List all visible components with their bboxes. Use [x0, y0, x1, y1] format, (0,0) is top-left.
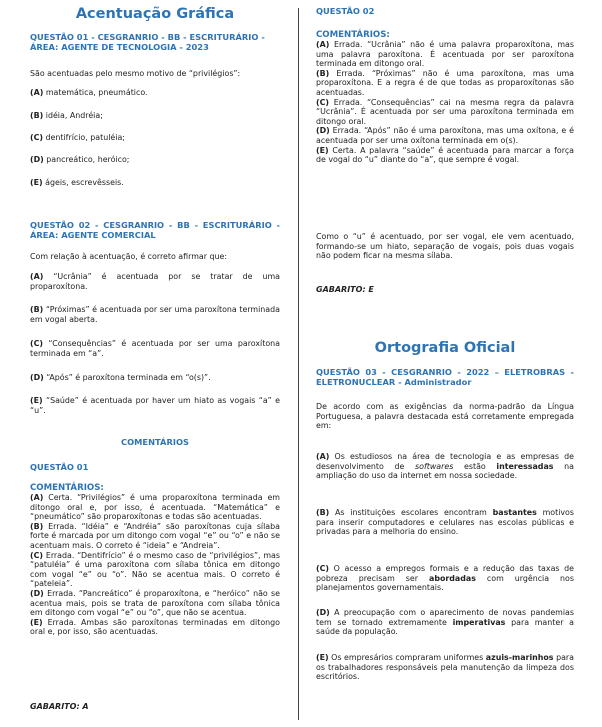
- section-title-ortografia: Ortografia Oficial: [374, 340, 516, 356]
- gabarito-01: GABARITO: A: [30, 702, 89, 711]
- comment-02-item-c: (C) Errada. “Consequências” cai na mesma regra da palavra “Ucrânia”. É acentuada por ser uma paroxítona terminada em ditongo oral.: [316, 97, 574, 126]
- comment-02-item-d: (D) Errada. “Após” não é uma paroxítona, mas uma oxítona, e é acentuada por ser uma oxítona terminada em o(s).: [316, 126, 574, 145]
- comment-02-subheader: COMENTÁRIOS:: [316, 30, 390, 40]
- comment-02-body: [316, 30, 574, 165]
- gabarito-02: GABARITO: E: [316, 285, 374, 294]
- question-01-option-a: (A) matemática, pneumático.: [30, 88, 148, 97]
- question-02-option-b: (B) “Próximas” é acentuada por ser uma paroxítona terminada em vogal aberta.: [30, 305, 280, 324]
- question-03-option-e: (E) Os empresários compraram uniformes azuis-marinhos para os trabalhadores responsáveis pela manutenção da limpeza dos escritórios.: [316, 653, 574, 682]
- question-01-option-c: (C) dentifrício, patuléia;: [30, 133, 125, 142]
- comment-02-item-a: (A) Errada. “Ucrânia” não é uma palavra proparoxítona, mas uma palavra paroxítona. É acentuada por ser paroxítona terminada em ditongo oral.: [316, 40, 574, 69]
- question-03-option-d: (D) A preocupação com o aparecimento de novas pandemias tem se tornado extremamente imperativas para manter a saúde da população.: [316, 608, 575, 637]
- question-03-option-c: (C) O acesso a empregos formais e a redução das taxas de pobreza precisam ser abordadas com urgência nos planejamentos governamentais.: [316, 564, 575, 593]
- comment-01-item-a: (A) Certa. “Privilégios” é uma proparoxítona terminada em ditongo oral e, por isso, é acentuada. “Matemática” e “pneumático” são proparoxítonas e todas são acentuadas.: [30, 493, 280, 522]
- question-01-header: QUESTÃO 01 - CESGRANRIO - BB - ESCRITURÁRIO - ÁREA: AGENTE DE TECNOLOGIA - 2023: [30, 32, 265, 52]
- question-02-option-e: (E) “Saúde” é acentuada por haver um hiato as vogais “a” e “u”.: [30, 396, 280, 415]
- question-01-option-b: (B) idéia, Andréia;: [30, 111, 103, 120]
- question-02-header: QUESTÃO 02 - CESGRANRIO - BB - ESCRITURÁRIO - ÁREA: AGENTE COMERCIAL: [30, 220, 280, 240]
- question-03-option-b: (B) As instituições escolares encontram bastantes motivos para inserir computadores e celulares nas escolas públicas e privadas para a melhoria do ensino.: [316, 508, 574, 537]
- comment-02-item-b: (B) Errada. “Próximas” não é uma paroxítona, mas uma proparoxítona. E a regra é de que todas as proparoxítonas são acentuadas.: [316, 68, 574, 97]
- comment-01-subheader: COMENTÁRIOS:: [30, 483, 104, 493]
- comment-01-header: QUESTÃO 01: [30, 462, 89, 472]
- question-02-option-c: (C) “Consequências” é acentuada por ser uma paroxítona terminada em “a”.: [30, 339, 280, 358]
- column-divider: [298, 8, 299, 720]
- comment-01-item-b: (B) Errada. “Idéia” e “Andréia” são paroxítonas cuja sílaba forte é marcada por um ditongo com vogal “e” ou “o” e não se acentuam mais. O correto é “ideia” e “Andreia”.: [30, 521, 280, 550]
- section-title-acentuacao: Acentuação Gráfica: [75, 6, 235, 22]
- comment-01-item-d: (D) Errada. “Pancreático” é proparoxítona, e “heróico” não se acentua mais, pois se trata de paroxítona com sílaba tônica em ditongo com vogal “e” ou “o”, que não se acentua.: [30, 588, 281, 618]
- question-01-stem: São acentuadas pelo mesmo motivo de “privilégios”:: [30, 69, 241, 78]
- comment-01-body: [30, 483, 280, 637]
- comment-02-header: QUESTÃO 02: [316, 6, 375, 16]
- comment-01-item-c: (C) Errada. “Dentifrício” é o mesmo caso de “privilégios”, mas “patuléia” é uma paroxítona com sílaba tônica em ditongo com vogal “e” ou “o”. Não se acentua mais. O correto é “pateleia”.: [30, 550, 280, 589]
- question-03-header: QUESTÃO 03 - CESGRANRIO - 2022 – ELETROBRAS - ELETRONUCLEAR - Administrador: [316, 367, 574, 387]
- comment-01-item-e: (E) Errada. Ambas são paroxítonas terminadas em ditongo oral e, por isso, são acentuadas.: [30, 617, 280, 637]
- question-03-stem: De acordo com as exigências da norma-padrão da Língua Portuguesa, a palavra destacada está corretamente empregada em:: [316, 402, 574, 431]
- question-02-stem: Com relação à acentuação, é correto afirmar que:: [30, 252, 228, 261]
- question-01-option-d: (D) pancreático, heróico;: [30, 155, 130, 164]
- question-02-option-a: (A) “Ucrânia” é acentuada por se tratar de uma proparoxítona.: [30, 272, 280, 291]
- question-01-option-e: (E) ágeis, escrevêsseis.: [30, 178, 124, 187]
- question-02-option-d: (D) “Após” é paroxítona terminada em “o(s)”.: [30, 373, 211, 382]
- comment-02-item-e: (E) Certa. A palavra “saúde” é acentuada para marcar a força de vogal do “u” diante do “a”, que sempre é vogal.: [316, 145, 575, 165]
- question-03-option-a: (A) Os estudiosos na área de tecnologia e as empresas de desenvolvimento de softwares estão interessadas na ampliação do uso da internet em nossa sociedade.: [316, 452, 574, 481]
- comentarios-title: COMENTÁRIOS: [121, 437, 189, 447]
- comment-02-extra: Como o “u” é acentuado, por ser vogal, ele vem acentuado, formando-se um hiato, separação de vogais, pois duas vogais não podem ficar na mesma sílaba.: [316, 232, 574, 261]
